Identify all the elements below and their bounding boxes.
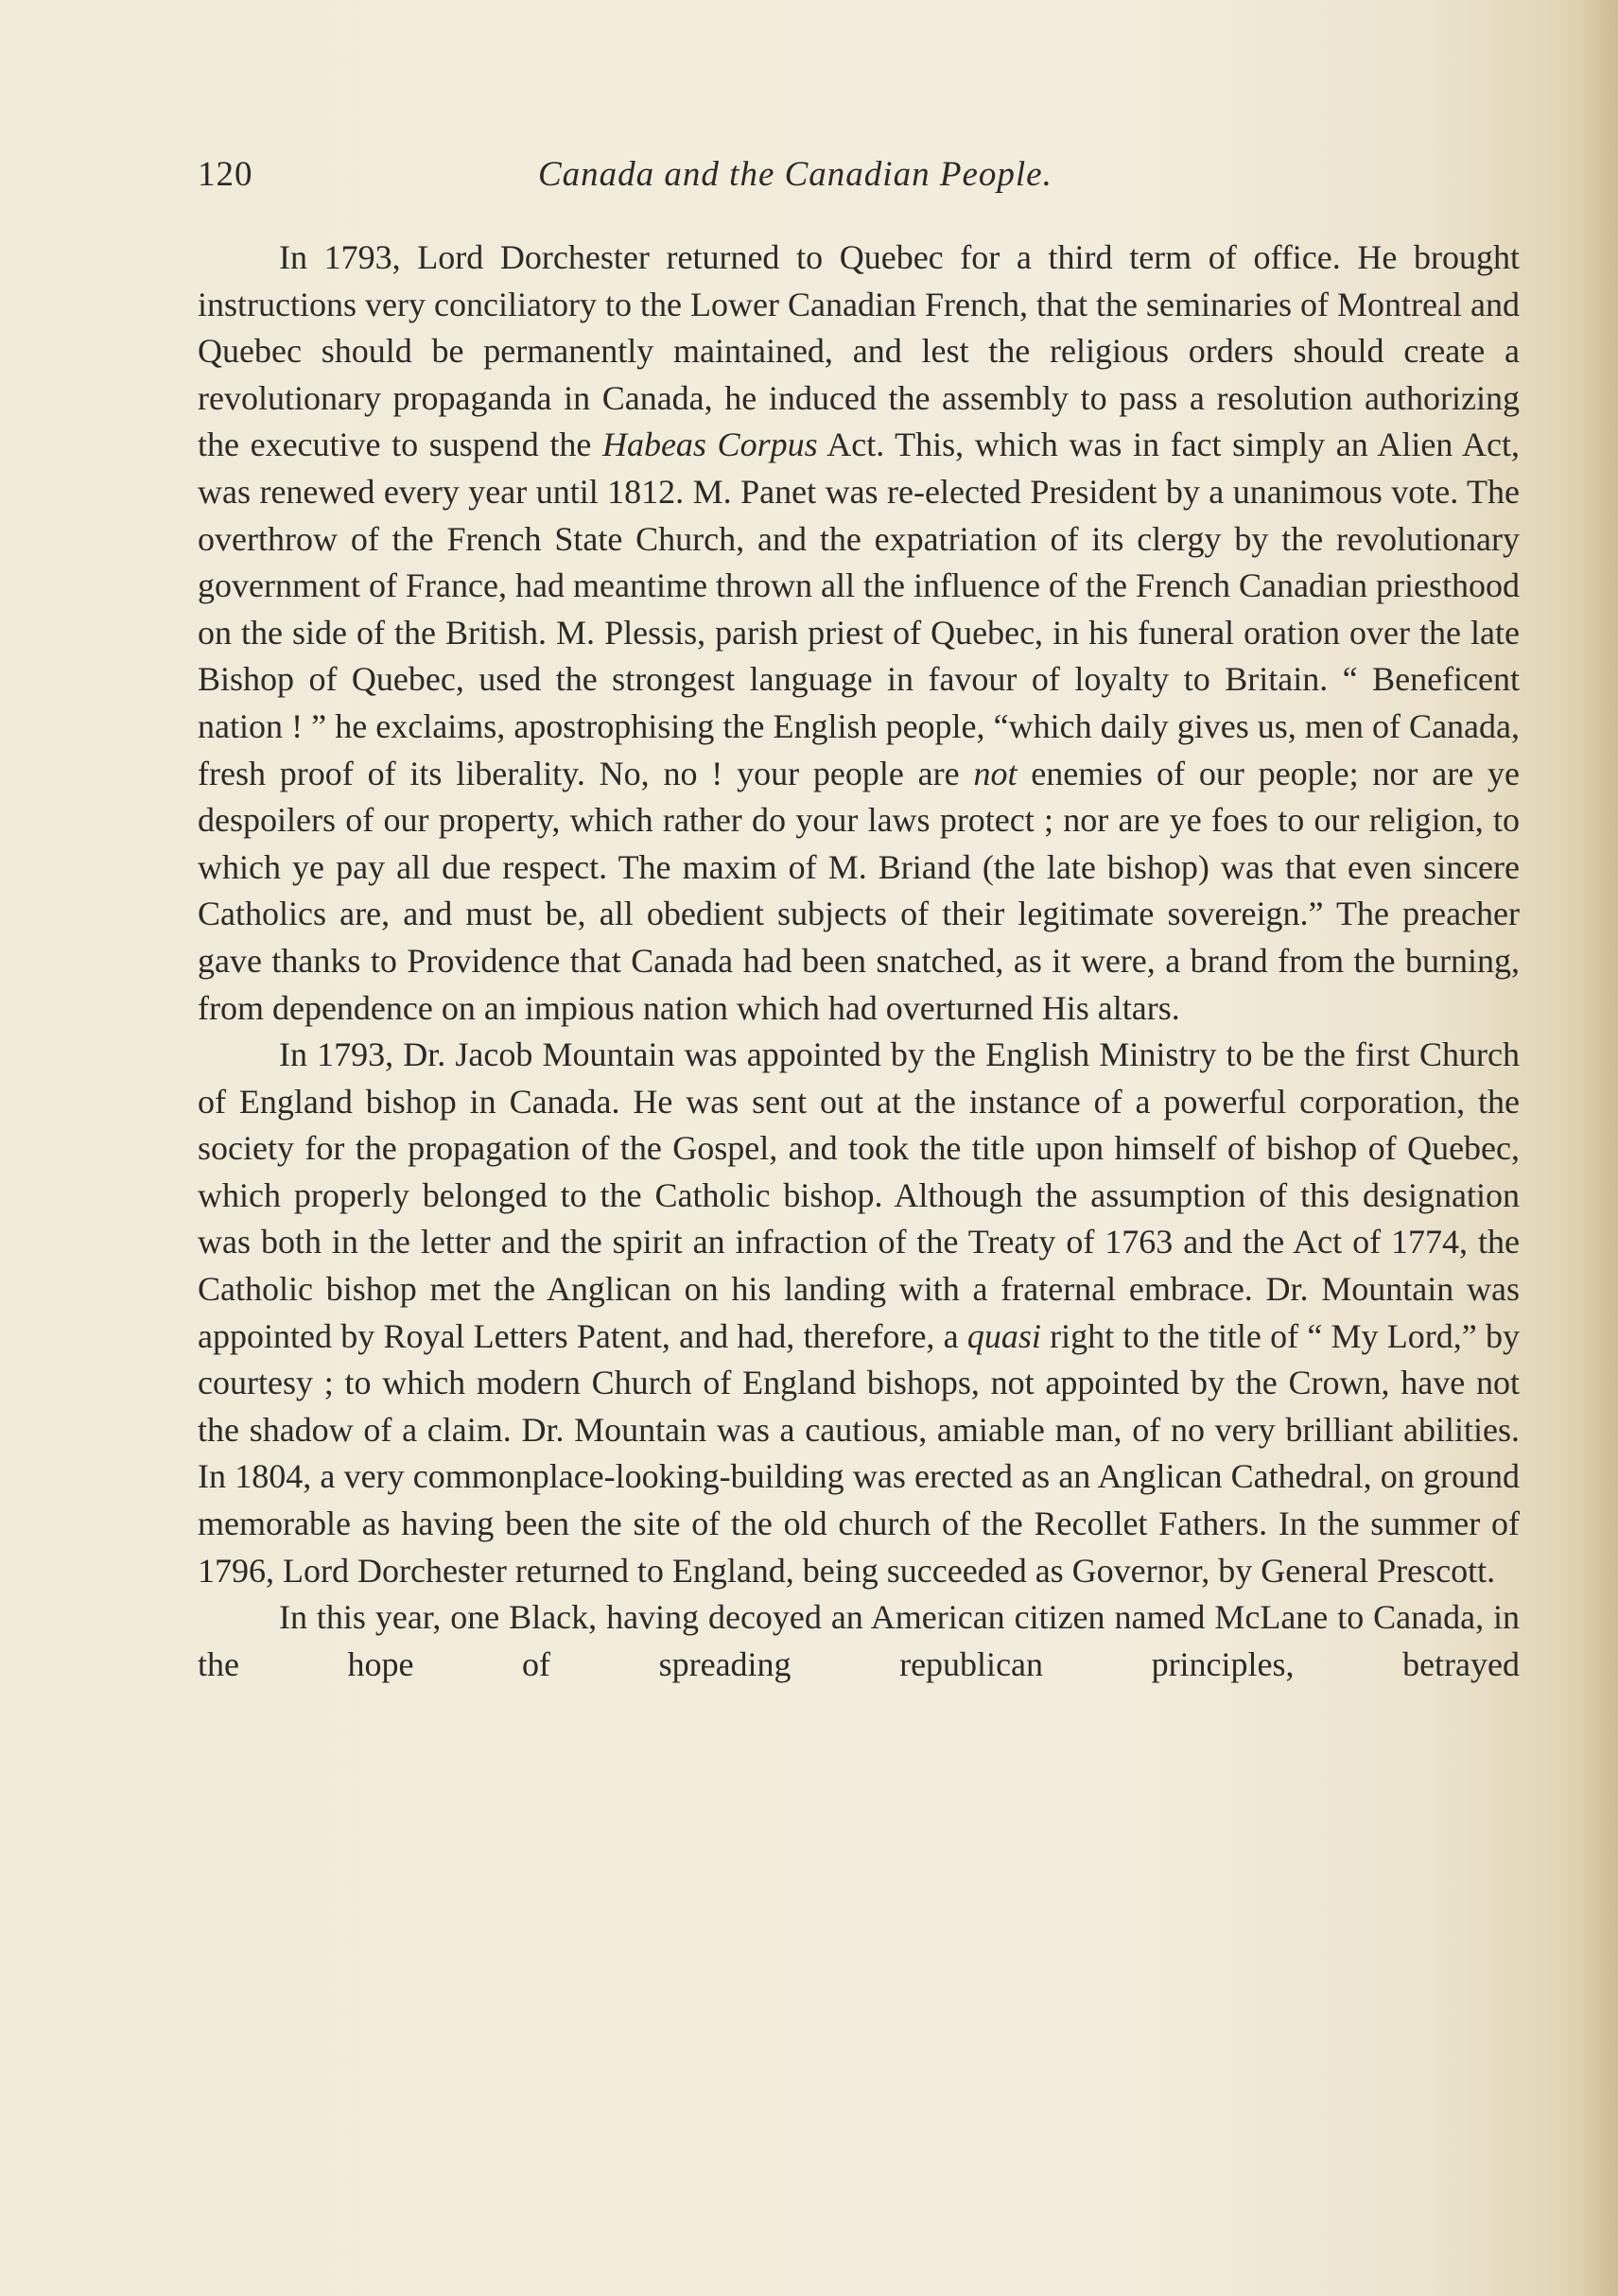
page-number: 120: [198, 155, 253, 194]
italic-run: Habeas Corpus: [601, 426, 818, 464]
page-gutter-shadow: [1582, 0, 1618, 2296]
running-header: [198, 151, 1520, 199]
italic-run: not: [973, 754, 1018, 792]
text-run: In 1793, Lord Dorchester returned to Quebec for a third term of office. He brought instructions very conciliatory to the Lower Canadian French, that the seminaries of Montreal and Quebec should be permanently maintained, and lest the religious orders should create a revolutionary propaganda in Canada, he induced the assembly to pass a resolution authorizing the executive to suspend the: [198, 238, 1520, 464]
body-text: [198, 235, 1520, 1688]
paragraph: [198, 1032, 1520, 1594]
text-run: enemies of our people; nor are ye despoilers of our property, which rather do your laws protect ; nor are ye foes to our religion, to which ye pay all due respect. The maxim of M. Briand (the late bishop) was that even sincere Catholics are, and must be, all obedient subjects of their legitimate sovereign.” The preacher gave thanks to Providence that Canada had been snatched, as it were, a brand from the burning, from dependence on an impious nation which had overturned His altars.: [198, 754, 1520, 1027]
text-run: Act. This, which was in fact simply an Alien Act, was renewed every year until 1812. M. Panet was re-elected President by a unanimous vote. The overthrow of the French State Church, and the expatriation of its clergy by the revolutionary government of France, had meantime thrown all the influence of the French Canadian priesthood on the side of the British. M. Plessis, parish priest of Quebec, in his funeral oration over the late Bishop of Quebec, used the strongest language in favour of loyalty to Britain. “ Beneficent nation ! ” he exclaims, apostrophising the English people, “which daily gives us, men of Canada, fresh proof of its liberality. No, no ! your people are: [198, 426, 1520, 792]
text-run: In this year, one Black, having decoyed an American citizen named McLane to Canada, in the hope of spreading republican principles, betrayed: [198, 1598, 1520, 1683]
text-run: right to the title of “ My Lord,” by courtesy ; to which modern Church of England bishops, not appointed by the Crown, have not the shadow of a claim. Dr. Mountain was a cautious, amiable man, of no very brilliant abilities. In 1804, a very commonplace-looking-building was erected as an Anglican Cathedral, on ground memorable as having been the site of the old church of the Recollet Fathers. In the summer of 1796, Lord Dorchester returned to England, being succeeded as Governor, by General Prescott.: [198, 1316, 1520, 1590]
paragraph-continued: [198, 1594, 1520, 1688]
running-title: Canada and the Canadian People.: [538, 155, 1053, 194]
paragraph: [198, 235, 1520, 1032]
italic-run: quasi: [966, 1316, 1041, 1355]
text-run: In 1793, Dr. Jacob Mountain was appointed by the English Ministry to be the first Church of England bishop in Canada. He was sent out at the instance of a powerful corporation, the society for the propagation of the Gospel, and took the title upon himself of bishop of Quebec, which properly belonged to the Catholic bishop. Although the assumption of this designation was both in the letter and the spirit an infraction of the Treaty of 1763 and the Act of 1774, the Catholic bishop met the Anglican on his landing with a fraternal embrace. Dr. Mountain was appointed by Royal Letters Patent, and had, therefore, a: [198, 1035, 1520, 1355]
